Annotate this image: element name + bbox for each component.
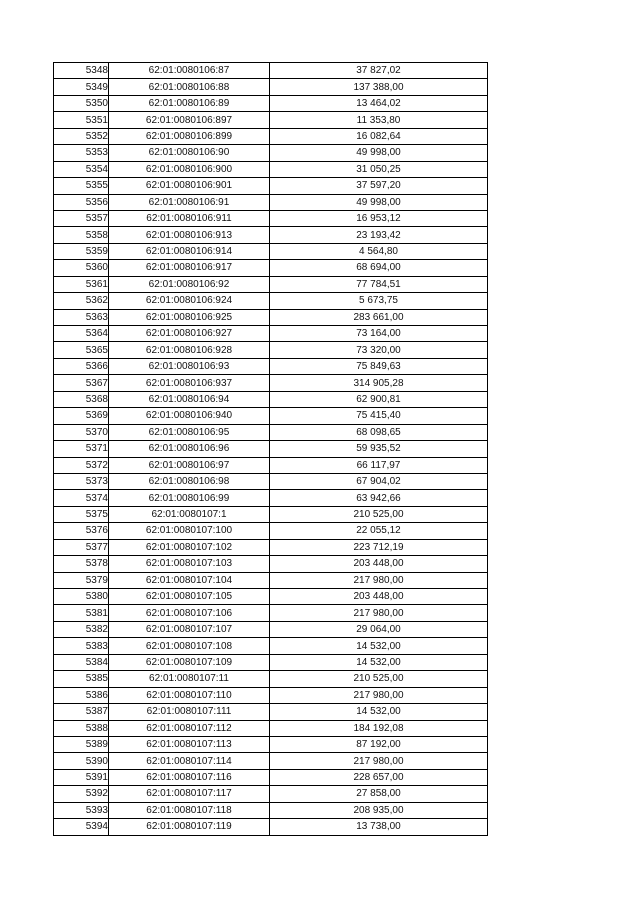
table-row [54, 720, 488, 736]
cadastral-value-cell: 217 980,00 [270, 687, 488, 703]
row-number-cell: 5387 [54, 704, 109, 720]
cadastral-value-cell: 49 998,00 [270, 145, 488, 161]
cadastral-value-cell: 184 192,08 [270, 720, 488, 736]
table-row [54, 769, 488, 785]
cadastral-value-cell: 29 064,00 [270, 621, 488, 637]
cadastral-number-cell: 62:01:0080107:119 [109, 819, 270, 835]
cadastral-number-cell: 62:01:0080107:105 [109, 589, 270, 605]
cadastral-value-cell: 203 448,00 [270, 589, 488, 605]
table-row [54, 523, 488, 539]
cadastral-value-cell: 73 320,00 [270, 342, 488, 358]
cadastral-number-cell: 62:01:0080106:91 [109, 194, 270, 210]
table-row [54, 408, 488, 424]
row-number-cell: 5368 [54, 391, 109, 407]
cadastral-value-cell: 4 564,80 [270, 243, 488, 259]
cadastral-value-cell: 314 905,28 [270, 375, 488, 391]
table-row [54, 178, 488, 194]
row-number-cell: 5371 [54, 441, 109, 457]
cadastral-number-cell: 62:01:0080106:925 [109, 309, 270, 325]
row-number-cell: 5386 [54, 687, 109, 703]
cadastral-number-cell: 62:01:0080107:107 [109, 621, 270, 637]
cadastral-number-cell: 62:01:0080106:940 [109, 408, 270, 424]
row-number-cell: 5350 [54, 95, 109, 111]
table-row [54, 391, 488, 407]
cadastral-value-cell: 23 193,42 [270, 227, 488, 243]
table-row [54, 227, 488, 243]
cadastral-number-cell: 62:01:0080106:901 [109, 178, 270, 194]
row-number-cell: 5376 [54, 523, 109, 539]
cadastral-value-cell: 13 738,00 [270, 819, 488, 835]
cadastral-value-cell: 31 050,25 [270, 161, 488, 177]
cadastral-value-cell: 16 082,64 [270, 128, 488, 144]
cadastral-number-cell: 62:01:0080107:118 [109, 802, 270, 818]
table-row [54, 424, 488, 440]
row-number-cell: 5348 [54, 63, 109, 79]
table-row [54, 63, 488, 79]
row-number-cell: 5372 [54, 457, 109, 473]
cadastral-number-cell: 62:01:0080106:900 [109, 161, 270, 177]
table-row [54, 621, 488, 637]
table-row [54, 473, 488, 489]
row-number-cell: 5379 [54, 572, 109, 588]
row-number-cell: 5383 [54, 638, 109, 654]
cadastral-number-cell: 62:01:0080107:113 [109, 736, 270, 752]
row-number-cell: 5361 [54, 276, 109, 292]
cadastral-value-cell: 14 532,00 [270, 704, 488, 720]
cadastral-value-cell: 77 784,51 [270, 276, 488, 292]
cadastral-value-table [53, 62, 488, 836]
cadastral-number-cell: 62:01:0080107:106 [109, 605, 270, 621]
table-row [54, 506, 488, 522]
table-row [54, 243, 488, 259]
row-number-cell: 5381 [54, 605, 109, 621]
row-number-cell: 5364 [54, 326, 109, 342]
row-number-cell: 5367 [54, 375, 109, 391]
table-row [54, 309, 488, 325]
cadastral-value-cell: 62 900,81 [270, 391, 488, 407]
row-number-cell: 5374 [54, 490, 109, 506]
cadastral-value-cell: 37 597,20 [270, 178, 488, 194]
table-row [54, 95, 488, 111]
row-number-cell: 5369 [54, 408, 109, 424]
cadastral-value-cell: 14 532,00 [270, 654, 488, 670]
cadastral-number-cell: 62:01:0080107:112 [109, 720, 270, 736]
table-row [54, 457, 488, 473]
cadastral-value-cell: 59 935,52 [270, 441, 488, 457]
cadastral-number-cell: 62:01:0080107:100 [109, 523, 270, 539]
cadastral-value-cell: 5 673,75 [270, 293, 488, 309]
row-number-cell: 5382 [54, 621, 109, 637]
table-row [54, 194, 488, 210]
cadastral-number-cell: 62:01:0080106:92 [109, 276, 270, 292]
table-row [54, 786, 488, 802]
cadastral-number-cell: 62:01:0080107:110 [109, 687, 270, 703]
cadastral-number-cell: 62:01:0080106:911 [109, 210, 270, 226]
cadastral-value-cell: 210 525,00 [270, 506, 488, 522]
row-number-cell: 5384 [54, 654, 109, 670]
cadastral-number-cell: 62:01:0080106:899 [109, 128, 270, 144]
cadastral-value-cell: 22 055,12 [270, 523, 488, 539]
cadastral-number-cell: 62:01:0080106:89 [109, 95, 270, 111]
row-number-cell: 5359 [54, 243, 109, 259]
table-row [54, 753, 488, 769]
table-row [54, 112, 488, 128]
table-row [54, 375, 488, 391]
row-number-cell: 5393 [54, 802, 109, 818]
table-row [54, 342, 488, 358]
cadastral-number-cell: 62:01:0080106:924 [109, 293, 270, 309]
cadastral-number-cell: 62:01:0080106:90 [109, 145, 270, 161]
cadastral-number-cell: 62:01:0080107:11 [109, 671, 270, 687]
cadastral-number-cell: 62:01:0080106:937 [109, 375, 270, 391]
cadastral-value-cell: 16 953,12 [270, 210, 488, 226]
row-number-cell: 5351 [54, 112, 109, 128]
row-number-cell: 5355 [54, 178, 109, 194]
row-number-cell: 5390 [54, 753, 109, 769]
table-row [54, 260, 488, 276]
cadastral-number-cell: 62:01:0080107:103 [109, 556, 270, 572]
cadastral-value-cell: 217 980,00 [270, 753, 488, 769]
table-row [54, 802, 488, 818]
cadastral-value-cell: 210 525,00 [270, 671, 488, 687]
row-number-cell: 5354 [54, 161, 109, 177]
row-number-cell: 5360 [54, 260, 109, 276]
table-row [54, 819, 488, 835]
cadastral-value-cell: 217 980,00 [270, 572, 488, 588]
cadastral-number-cell: 62:01:0080106:87 [109, 63, 270, 79]
cadastral-number-cell: 62:01:0080106:96 [109, 441, 270, 457]
cadastral-value-cell: 75 849,63 [270, 358, 488, 374]
table-body [54, 63, 488, 836]
table-row [54, 687, 488, 703]
row-number-cell: 5391 [54, 769, 109, 785]
row-number-cell: 5352 [54, 128, 109, 144]
row-number-cell: 5394 [54, 819, 109, 835]
table-row [54, 128, 488, 144]
table-row [54, 589, 488, 605]
cadastral-number-cell: 62:01:0080107:111 [109, 704, 270, 720]
table-row [54, 654, 488, 670]
table-row [54, 638, 488, 654]
cadastral-value-cell: 11 353,80 [270, 112, 488, 128]
cadastral-number-cell: 62:01:0080106:914 [109, 243, 270, 259]
cadastral-value-cell: 13 464,02 [270, 95, 488, 111]
row-number-cell: 5370 [54, 424, 109, 440]
cadastral-value-cell: 228 657,00 [270, 769, 488, 785]
cadastral-number-cell: 62:01:0080106:897 [109, 112, 270, 128]
table-row [54, 358, 488, 374]
cadastral-number-cell: 62:01:0080107:1 [109, 506, 270, 522]
table-row [54, 293, 488, 309]
cadastral-number-cell: 62:01:0080106:928 [109, 342, 270, 358]
table-row [54, 441, 488, 457]
cadastral-value-cell: 49 998,00 [270, 194, 488, 210]
cadastral-value-cell: 66 117,97 [270, 457, 488, 473]
cadastral-value-cell: 68 098,65 [270, 424, 488, 440]
table-row [54, 605, 488, 621]
row-number-cell: 5385 [54, 671, 109, 687]
cadastral-number-cell: 62:01:0080107:109 [109, 654, 270, 670]
cadastral-value-cell: 217 980,00 [270, 605, 488, 621]
cadastral-value-cell: 27 858,00 [270, 786, 488, 802]
cadastral-value-cell: 208 935,00 [270, 802, 488, 818]
table-row [54, 161, 488, 177]
cadastral-number-cell: 62:01:0080106:97 [109, 457, 270, 473]
table-row [54, 145, 488, 161]
row-number-cell: 5389 [54, 736, 109, 752]
cadastral-number-cell: 62:01:0080106:94 [109, 391, 270, 407]
cadastral-value-cell: 75 415,40 [270, 408, 488, 424]
cadastral-number-cell: 62:01:0080107:117 [109, 786, 270, 802]
cadastral-number-cell: 62:01:0080106:927 [109, 326, 270, 342]
cadastral-number-cell: 62:01:0080106:913 [109, 227, 270, 243]
table-row [54, 572, 488, 588]
row-number-cell: 5366 [54, 358, 109, 374]
cadastral-value-cell: 37 827,02 [270, 63, 488, 79]
table-row [54, 79, 488, 95]
cadastral-value-cell: 203 448,00 [270, 556, 488, 572]
row-number-cell: 5375 [54, 506, 109, 522]
cadastral-number-cell: 62:01:0080107:114 [109, 753, 270, 769]
table-row [54, 210, 488, 226]
row-number-cell: 5388 [54, 720, 109, 736]
cadastral-value-cell: 137 388,00 [270, 79, 488, 95]
cadastral-number-cell: 62:01:0080106:98 [109, 473, 270, 489]
table-row [54, 556, 488, 572]
cadastral-value-cell: 87 192,00 [270, 736, 488, 752]
row-number-cell: 5356 [54, 194, 109, 210]
row-number-cell: 5358 [54, 227, 109, 243]
cadastral-number-cell: 62:01:0080106:99 [109, 490, 270, 506]
row-number-cell: 5373 [54, 473, 109, 489]
table-row [54, 671, 488, 687]
table-row [54, 276, 488, 292]
cadastral-number-cell: 62:01:0080106:93 [109, 358, 270, 374]
cadastral-value-cell: 68 694,00 [270, 260, 488, 276]
table-row [54, 490, 488, 506]
cadastral-number-cell: 62:01:0080107:108 [109, 638, 270, 654]
row-number-cell: 5357 [54, 210, 109, 226]
cadastral-value-cell: 73 164,00 [270, 326, 488, 342]
cadastral-number-cell: 62:01:0080106:95 [109, 424, 270, 440]
table-row [54, 736, 488, 752]
row-number-cell: 5353 [54, 145, 109, 161]
row-number-cell: 5363 [54, 309, 109, 325]
row-number-cell: 5380 [54, 589, 109, 605]
row-number-cell: 5362 [54, 293, 109, 309]
row-number-cell: 5392 [54, 786, 109, 802]
cadastral-number-cell: 62:01:0080107:102 [109, 539, 270, 555]
table-row [54, 704, 488, 720]
cadastral-number-cell: 62:01:0080107:116 [109, 769, 270, 785]
row-number-cell: 5365 [54, 342, 109, 358]
cadastral-value-cell: 283 661,00 [270, 309, 488, 325]
cadastral-value-cell: 223 712,19 [270, 539, 488, 555]
cadastral-value-cell: 63 942,66 [270, 490, 488, 506]
cadastral-value-cell: 67 904,02 [270, 473, 488, 489]
row-number-cell: 5349 [54, 79, 109, 95]
cadastral-number-cell: 62:01:0080106:917 [109, 260, 270, 276]
table-row [54, 539, 488, 555]
table-row [54, 326, 488, 342]
row-number-cell: 5378 [54, 556, 109, 572]
cadastral-number-cell: 62:01:0080106:88 [109, 79, 270, 95]
cadastral-number-cell: 62:01:0080107:104 [109, 572, 270, 588]
cadastral-value-cell: 14 532,00 [270, 638, 488, 654]
row-number-cell: 5377 [54, 539, 109, 555]
